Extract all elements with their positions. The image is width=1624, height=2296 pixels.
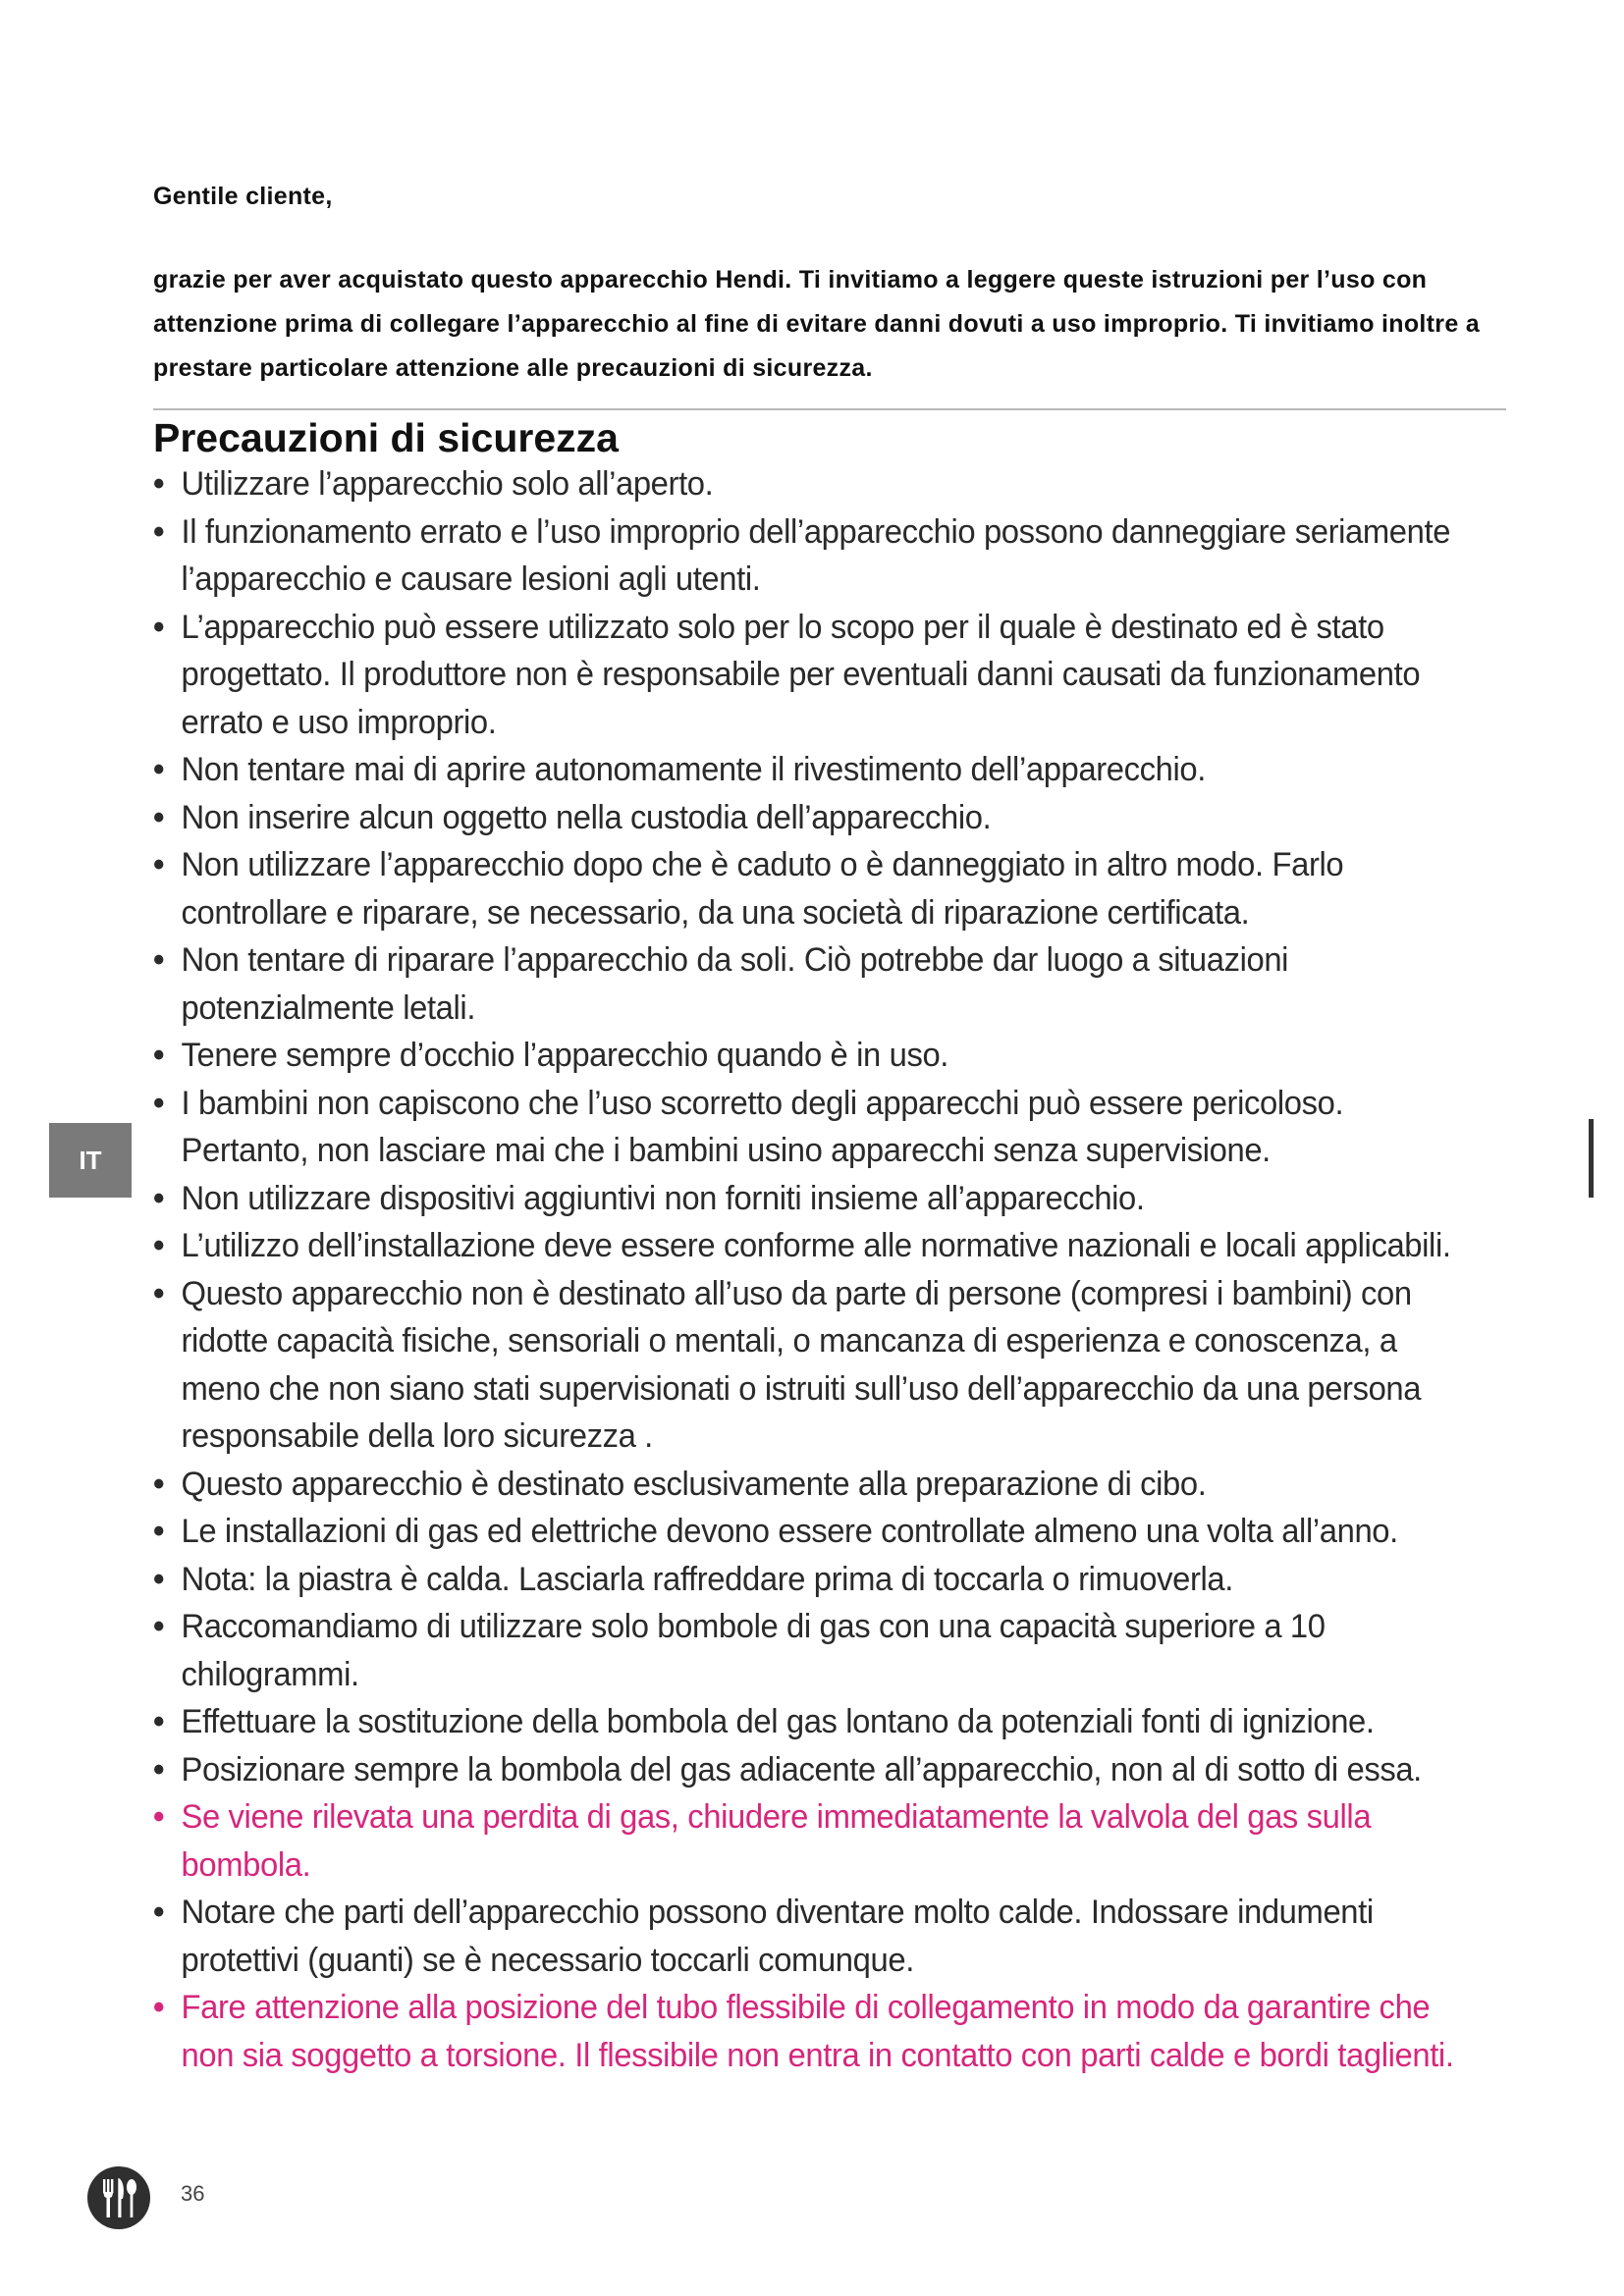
list-item-text: Il funzionamento errato e l’uso improprio dell’apparecchio possono danneggiare seriamente l’apparecchio e causare lesioni agli utenti. xyxy=(181,512,1451,598)
warning-list-item xyxy=(153,1793,1459,1889)
list-item-text: Utilizzare l’apparecchio solo all’aperto. xyxy=(181,465,714,503)
bullet-icon: • xyxy=(153,1750,165,1789)
list-item xyxy=(153,1698,1459,1746)
bullet-icon: • xyxy=(153,465,165,503)
greeting: Gentile cliente, xyxy=(153,183,333,210)
list-item-text: Questo apparecchio non è destinato all’uso da parte di persone (compresi i bambini) con ridotte capacità fisiche, sensoriali o mentali, o mancanza di esperienza e conoscenza, a meno che non siano stati supervisionati o istruiti sull’uso dell’apparecchio da una persona responsabile della loro sicurezza . xyxy=(181,1274,1422,1455)
intro-paragraph: grazie per aver acquistato questo apparecchio Hendi. Ti invitiamo a leggere queste istruzioni per l’uso con attenzione prima di collegare l’apparecchio al fine di evitare danni dovuti a uso improprio. Ti invitiamo inoltre a prestare particolare attenzione alle precauzioni di sicurezza. xyxy=(153,266,1480,382)
list-item-text: Posizionare sempre la bombola del gas adiacente all’apparecchio, non al di sotto di essa. xyxy=(181,1750,1422,1789)
bullet-icon: • xyxy=(153,1608,165,1645)
list-item-text: L’utilizzo dell’installazione deve essere conforme alle normative nazionali e locali applicabili. xyxy=(181,1227,1451,1264)
list-item xyxy=(153,1032,1459,1080)
list-item-text: Notare che parti dell’apparecchio possono diventare molto calde. Indossare indumenti protettivi (guanti) se è necessario toccarli comunque. xyxy=(181,1894,1374,1979)
bullet-icon: • xyxy=(153,1227,165,1264)
bullet-icon: • xyxy=(153,608,165,646)
bullet-icon: • xyxy=(153,1560,165,1598)
bullet-icon: • xyxy=(153,846,165,883)
section-title: Precauzioni di sicurezza xyxy=(153,415,619,460)
list-item-text: Non inserire alcun oggetto nella custodia dell’apparecchio. xyxy=(181,798,992,836)
list-item xyxy=(153,841,1459,936)
list-item xyxy=(153,1603,1459,1698)
page-number: 36 xyxy=(181,2181,205,2206)
list-item-text: Raccomandiamo di utilizzare solo bombole di gas con una capacità superiore a 10 chilogrammi. xyxy=(181,1608,1326,1693)
list-item xyxy=(153,1270,1459,1461)
list-item xyxy=(153,794,1459,842)
list-item xyxy=(153,604,1459,747)
list-item xyxy=(153,1508,1459,1556)
bullet-icon: • xyxy=(153,512,165,551)
list-item xyxy=(153,1746,1459,1794)
list-item xyxy=(153,1175,1459,1223)
list-item-text: Non utilizzare dispositivi aggiuntivi non forniti insieme all’apparecchio. xyxy=(181,1179,1145,1217)
list-item xyxy=(153,508,1459,604)
list-item-text: Tenere sempre d’occhio l’apparecchio quando è in uso. xyxy=(181,1037,949,1074)
bullet-icon: • xyxy=(153,1989,165,2026)
bullet-icon: • xyxy=(153,751,165,788)
list-item xyxy=(153,1889,1459,1984)
list-item-text: L’apparecchio può essere utilizzato solo per lo scopo per il quale è destinato ed è stato progettato. Il produttore non è responsabile per eventuali danni causati da funzionamento errato e uso improprio. xyxy=(181,608,1421,741)
list-item xyxy=(153,460,1459,508)
side-marker-bar xyxy=(1589,1119,1594,1198)
bullet-icon: • xyxy=(153,1513,165,1550)
section-divider xyxy=(153,408,1506,410)
list-item-text: Le installazioni di gas ed elettriche devono essere controllate almeno una volta all’anno. xyxy=(181,1513,1398,1550)
bullet-icon: • xyxy=(153,1274,165,1312)
list-item xyxy=(153,936,1459,1032)
bullet-icon: • xyxy=(153,1084,165,1122)
safety-precautions-list xyxy=(153,460,1459,2079)
bullet-icon: • xyxy=(153,1037,165,1074)
bullet-icon: • xyxy=(153,798,165,836)
list-item-text: Non tentare di riparare l’apparecchio da soli. Ciò potrebbe dar luogo a situazioni potenzialmente letali. xyxy=(181,941,1289,1027)
bullet-icon: • xyxy=(153,1179,165,1217)
list-item-text: I bambini non capiscono che l’uso scorretto degli apparecchi può essere pericoloso. Pertanto, non lasciare mai che i bambini usino apparecchi senza supervisione. xyxy=(181,1084,1344,1169)
bullet-icon: • xyxy=(153,1465,165,1503)
cutlery-logo-icon xyxy=(86,2165,151,2230)
list-item xyxy=(153,1080,1459,1175)
list-item-text: Se viene rilevata una perdita di gas, chiudere immediatamente la valvola del gas sulla bombola. xyxy=(181,1798,1372,1884)
list-item xyxy=(153,1222,1459,1270)
warning-list-item xyxy=(153,1984,1459,2079)
bullet-icon: • xyxy=(153,1703,165,1740)
list-item xyxy=(153,746,1459,794)
list-item xyxy=(153,1556,1459,1604)
bullet-icon: • xyxy=(153,1798,165,1836)
bullet-icon: • xyxy=(153,941,165,979)
list-item-text: Non tentare mai di aprire autonomamente il rivestimento dell’apparecchio. xyxy=(181,751,1206,788)
list-item-text: Non utilizzare l’apparecchio dopo che è caduto o è danneggiato in altro modo. Farlo controllare e riparare, se necessario, da una società di riparazione certificata. xyxy=(181,846,1344,932)
language-tab: IT xyxy=(49,1123,132,1198)
list-item-text: Questo apparecchio è destinato esclusivamente alla preparazione di cibo. xyxy=(181,1465,1207,1503)
list-item-text: Nota: la piastra è calda. Lasciarla raffreddare prima di toccarla o rimuoverla. xyxy=(181,1560,1233,1598)
list-item xyxy=(153,1461,1459,1509)
list-item-text: Fare attenzione alla posizione del tubo flessibile di collegamento in modo da garantire che non sia soggetto a torsione. Il flessibile non entra in contatto con parti calde e bordi taglienti. xyxy=(181,1989,1454,2074)
bullet-icon: • xyxy=(153,1894,165,1931)
list-item-text: Effettuare la sostituzione della bombola del gas lontano da potenziali fonti di ignizione. xyxy=(181,1703,1375,1740)
